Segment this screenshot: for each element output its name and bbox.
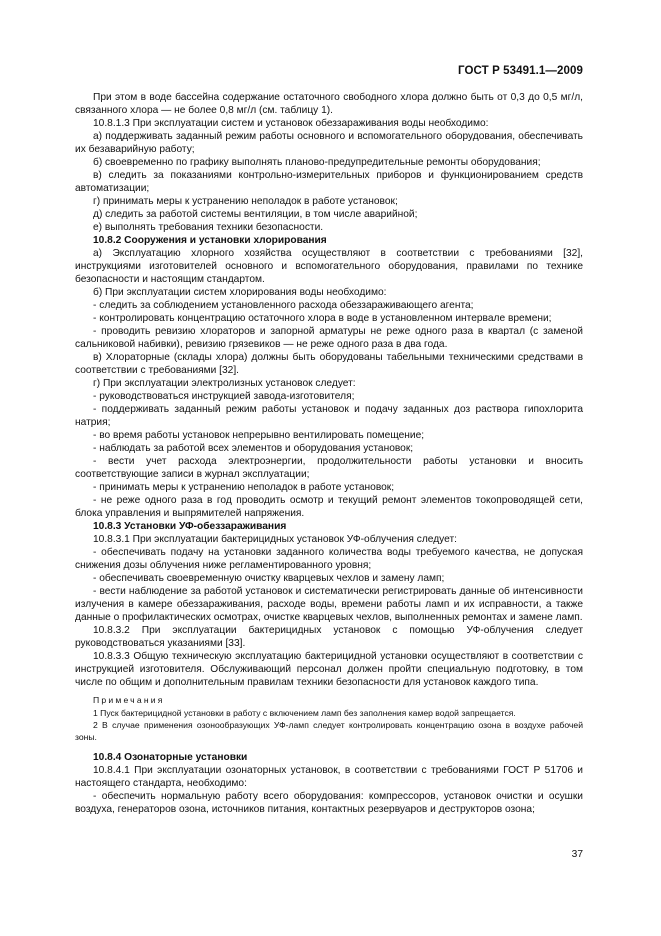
list-item: - руководствоваться инструкцией завода-изготовителя;: [93, 391, 355, 402]
list-item: - наблюдать за работой всех элементов и оборудования установок;: [93, 443, 414, 454]
clause-10-8-3-1: 10.8.3.1 При эксплуатации бактерицидных установок УФ-облучения следует:: [93, 534, 457, 545]
list-item: - проводить ревизию хлораторов и запорной арматуры не реже одного раза в квартал (с заменой сальниковой набивки), ревизию грязевиков — не реже одного раза в два года.: [75, 326, 583, 350]
document-body: [75, 91, 583, 816]
list-item: д) следить за работой системы вентиляции, в том числе аварийной;: [93, 209, 418, 220]
list-item: е) выполнять требования техники безопасности.: [93, 222, 324, 233]
section-heading-10-8-2: 10.8.2 Сооружения и установки хлорирования: [93, 235, 327, 246]
note-item: 1 Пуск бактерицидной установки в работу с включением ламп без заполнения камер водой запрещается.: [93, 708, 516, 718]
list-item: - во время работы установок непрерывно вентилировать помещение;: [93, 430, 425, 441]
list-item: - вести учет расхода электроэнергии, продолжительности работы установки и вносить соответствующие записи в журнал эксплуатации;: [75, 456, 583, 480]
list-item: г) принимать меры к устранению неполадок в работе установок;: [93, 196, 398, 207]
clause-10-8-3-2: 10.8.3.2 При эксплуатации бактерицидных установок с помощью УФ-облучения следует руководствоваться указаниями [33].: [75, 625, 583, 649]
spacer: [75, 743, 583, 751]
section-heading-10-8-4: 10.8.4 Озонаторные установки: [93, 752, 248, 763]
list-item: - вести наблюдение за работой установок и систематически регистрировать данные об интенсивности излучения в камере обеззараживания, расходе воды, времени работы ламп и их исправности, а также данные о профилактических осмотрах, очистке кварцевых чехлов, выполненных ремонтах и замене ламп.: [75, 586, 583, 623]
paragraph: При этом в воде бассейна содержание остаточного свободного хлора должно быть от 0,3 до 0,5 мг/л, связанного хлора — не более 0,8 мг/л (см. таблицу 1).: [75, 92, 583, 116]
list-item: - контролировать концентрацию остаточного хлора в воде в установленном интервале времени;: [93, 313, 552, 324]
page-header-standard: ГОСТ Р 53491.1—2009: [458, 65, 583, 77]
list-item: - следить за соблюдением установленного расхода обеззараживающего агента;: [93, 300, 474, 311]
list-item: - поддерживать заданный режим работы установок и подачу заданных доз раствора гипохлорита натрия;: [75, 404, 583, 428]
paragraph: а) Эксплуатацию хлорного хозяйства осуществляют в соответствии с требованиями [32], инструкциями изготовителей основного и вспомогательного оборудования, правилами по технике безопасности и настоящим стандартом.: [75, 248, 583, 285]
clause-10-8-3-3: 10.8.3.3 Общую техническую эксплуатацию бактерицидной установки осуществляют в соответствии с инструкцией изготовителя. Обслуживающий персонал должен пройти специальную подготовку, в том числе по общим и дополнительным правилам техники безопасности для установок каждого типа.: [75, 651, 583, 688]
list-item: б) своевременно по графику выполнять планово-предупредительные ремонты оборудования;: [93, 157, 541, 168]
list-item: - не реже одного раза в год проводить осмотр и текущий ремонт элементов токопроводящей сети, блока управления и выпрямителей напряжения.: [75, 495, 583, 519]
clause-10-8-1-3: 10.8.1.3 При эксплуатации систем и установок обеззараживания воды необходимо:: [93, 118, 489, 129]
page-number: 37: [571, 849, 583, 860]
section-heading-10-8-3: 10.8.3 Установки УФ-обеззараживания: [93, 521, 287, 532]
paragraph: б) При эксплуатации систем хлорирования воды необходимо:: [93, 287, 387, 298]
list-item: - обеспечить нормальную работу всего оборудования: компрессоров, установок очистки и осушки воздуха, генераторов озона, источников питания, контактных резервуаров и деструкторов озона;: [75, 791, 583, 815]
paragraph: г) При эксплуатации электролизных установок следует:: [93, 378, 356, 389]
note-item: 2 В случае применения озонообразующих УФ-ламп следует контролировать концентрацию озона в воздухе рабочей зоны.: [75, 720, 583, 742]
list-item: а) поддерживать заданный режим работы основного и вспомогательного оборудования, обеспечивать их безаварийную работу;: [75, 131, 583, 155]
list-item: - обеспечивать подачу на установки заданного количества воды требуемого качества, не допуская снижения дозы облучения ниже регламентированного уровня;: [75, 547, 583, 571]
clause-10-8-4-1: 10.8.4.1 При эксплуатации озонаторных установок, в соответствии с требованиями ГОСТ Р 51706 и настоящего стандарта, необходимо:: [75, 765, 583, 789]
notes-title: Примечания: [93, 695, 165, 705]
list-item: в) следить за показаниями контрольно-измерительных приборов и функционированием средств автоматизации;: [75, 170, 583, 194]
paragraph: в) Хлораторные (склады хлора) должны быть оборудованы табельными техническими средствами в соответствии с требованиями [32].: [75, 352, 583, 376]
list-item: - принимать меры к устранению неполадок в работе установок;: [93, 482, 395, 493]
list-item: - обеспечивать своевременную очистку кварцевых чехлов и замену ламп;: [93, 573, 445, 584]
